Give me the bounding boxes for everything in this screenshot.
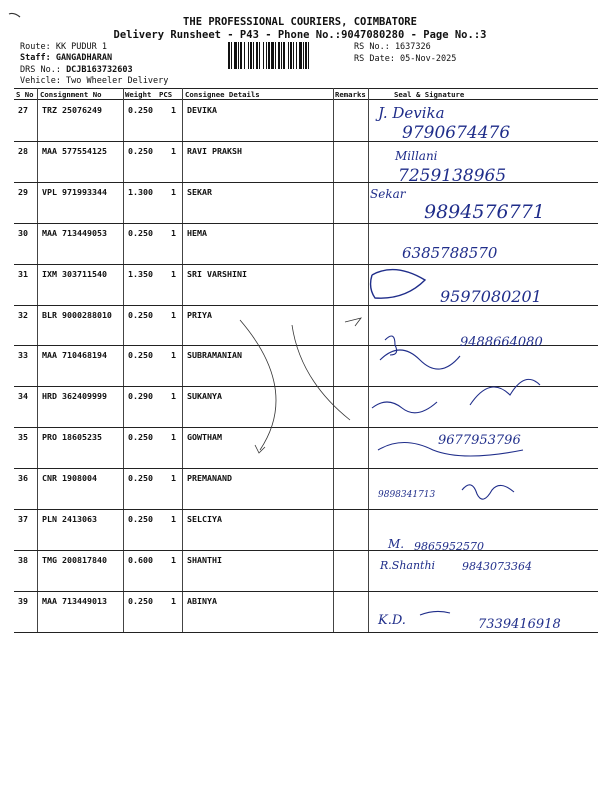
- row-consignee: SHANTHI: [187, 554, 222, 565]
- row-pcs: 1: [171, 268, 176, 279]
- row-consignee: HEMA: [187, 227, 207, 238]
- row-consignee: ABINYA: [187, 595, 217, 606]
- row-pcs: 1: [171, 554, 176, 565]
- row-sno: 37: [18, 514, 28, 524]
- row-sno: 32: [18, 309, 28, 320]
- col-header-signature: Seal & Signature: [394, 90, 465, 99]
- signature-name: R.Shanthi: [380, 559, 436, 572]
- table-row: [14, 224, 598, 264]
- col-header-remarks: Remarks: [335, 90, 366, 99]
- row-consignee: SRI VARSHINI: [187, 268, 247, 279]
- table-row: [14, 469, 598, 509]
- row-consignee: SUKANYA: [187, 391, 222, 402]
- row-consignment: TMG 200817840: [42, 554, 107, 565]
- row-sno: 39: [18, 595, 28, 606]
- runsheet-title: Delivery Runsheet - P43 - Phone No.:9047080280 - Page No.:3: [113, 29, 487, 41]
- table-row: [14, 387, 598, 427]
- row-consignment: MAA 713449053: [42, 227, 107, 238]
- table-row: [14, 510, 598, 550]
- signature-name: J. Devika: [378, 104, 445, 122]
- row-rule: [14, 632, 598, 633]
- company-title: THE PROFESSIONAL COURIERS, COIMBATORE: [183, 16, 417, 28]
- row-pcs: 1: [171, 186, 176, 197]
- row-consignee: SUBRAMANIAN: [187, 350, 242, 361]
- row-consignment: IXM 303711540: [42, 268, 107, 279]
- row-pcs: 1: [171, 350, 176, 361]
- table-row: [14, 265, 598, 305]
- col-header-weight: Weight: [125, 90, 152, 99]
- col-header-consignment: Consignment No: [40, 90, 102, 99]
- row-sno: 34: [18, 391, 28, 402]
- row-consignee: PRIYA: [187, 309, 212, 320]
- signature-name: K.D.: [378, 613, 406, 628]
- row-weight: 0.250: [128, 309, 153, 320]
- signature-name: Millani: [395, 149, 438, 163]
- signature-phone: 9790674476: [402, 123, 511, 143]
- row-weight: 0.290: [128, 391, 153, 402]
- row-weight: 0.250: [128, 595, 153, 606]
- row-weight: 0.250: [128, 432, 153, 443]
- staff-label: Staff: GANGADHARAN: [20, 53, 113, 63]
- col-header-sno: S No: [16, 90, 34, 99]
- row-sno: 36: [18, 473, 28, 484]
- row-weight: 0.250: [128, 227, 153, 238]
- row-weight: 0.250: [128, 105, 153, 115]
- row-sno: 28: [18, 145, 28, 156]
- row-pcs: 1: [171, 514, 176, 524]
- table-row: [14, 551, 598, 591]
- table-row: [14, 592, 598, 632]
- row-consignee: SELCIYA: [187, 514, 222, 524]
- row-pcs: 1: [171, 227, 176, 238]
- row-consignment: BLR 9000288010: [42, 309, 112, 320]
- table-header-rule: [14, 99, 598, 100]
- row-consignee: SEKAR: [187, 186, 212, 197]
- signature-phone: 9597080201: [440, 287, 542, 306]
- row-consignment: MAA 713449013: [42, 595, 107, 606]
- row-sno: 38: [18, 554, 28, 565]
- signature-name: M.: [388, 537, 405, 551]
- rs-number: RS No.: 1637326: [354, 42, 431, 52]
- table-row: [14, 183, 598, 223]
- row-weight: 1.300: [128, 186, 153, 197]
- row-pcs: 1: [171, 309, 176, 320]
- table-top-rule: [14, 88, 598, 89]
- row-weight: 0.250: [128, 473, 153, 484]
- row-pcs: 1: [171, 595, 176, 606]
- signature-phone: 7339416918: [478, 617, 561, 632]
- table-row: [14, 346, 598, 386]
- row-sno: 31: [18, 268, 28, 279]
- signature-phone: 9865952570: [414, 540, 484, 553]
- row-weight: 0.250: [128, 145, 153, 156]
- row-weight: 0.600: [128, 554, 153, 565]
- row-weight: 0.250: [128, 514, 153, 524]
- row-consignment: TRZ 25076249: [42, 105, 102, 115]
- signature-name: Sekar: [370, 187, 406, 201]
- row-consignee: GOWTHAM: [187, 432, 222, 443]
- row-sno: 29: [18, 186, 28, 197]
- signature-phone: 9894576771: [424, 201, 545, 223]
- row-consignment: MAA 577554125: [42, 145, 107, 156]
- row-consignee: RAVI PRAKSH: [187, 145, 242, 156]
- row-consignment: HRD 362409999: [42, 391, 107, 402]
- signature-phone: 7259138965: [398, 166, 507, 186]
- route-label: Route: KK PUDUR 1: [20, 42, 107, 52]
- signature-phone: 9843073364: [462, 560, 532, 573]
- row-pcs: 1: [171, 145, 176, 156]
- rs-date: RS Date: 05-Nov-2025: [354, 54, 457, 64]
- signature-phone: 9677953796: [438, 433, 521, 448]
- row-pcs: 1: [171, 432, 176, 443]
- vehicle-label: Vehicle: Two Wheeler Delivery: [20, 76, 169, 86]
- row-sno: 30: [18, 227, 28, 238]
- row-sno: 27: [18, 105, 28, 115]
- row-consignment: PRO 18605235: [42, 432, 102, 443]
- row-pcs: 1: [171, 391, 176, 402]
- table-row: [14, 306, 598, 346]
- signature-phone: 9488664080: [460, 335, 543, 350]
- barcode-image: [228, 42, 352, 69]
- col-header-pcs: PCS: [159, 90, 173, 99]
- row-sno: 35: [18, 432, 28, 443]
- col-header-consignee: Consignee Details: [185, 90, 260, 99]
- table-row: [14, 101, 598, 141]
- row-pcs: 1: [171, 473, 176, 484]
- row-sno: 33: [18, 350, 28, 361]
- row-pcs: 1: [171, 105, 176, 115]
- row-weight: 1.350: [128, 268, 153, 279]
- signature-phone: 6385788570: [402, 244, 498, 262]
- row-consignment: MAA 710468194: [42, 350, 107, 361]
- drs-number: DRS No.: DCJB163732603: [20, 65, 133, 75]
- table-row: [14, 428, 598, 468]
- signature-phone: 9898341713: [378, 490, 436, 500]
- table-row: [14, 142, 598, 182]
- row-consignment: VPL 971993344: [42, 186, 107, 197]
- row-consignee: PREMANAND: [187, 473, 232, 484]
- row-consignee: DEVIKA: [187, 105, 217, 115]
- row-consignment: PLN 2413063: [42, 514, 97, 524]
- row-consignment: CNR 1908004: [42, 473, 97, 484]
- row-weight: 0.250: [128, 350, 153, 361]
